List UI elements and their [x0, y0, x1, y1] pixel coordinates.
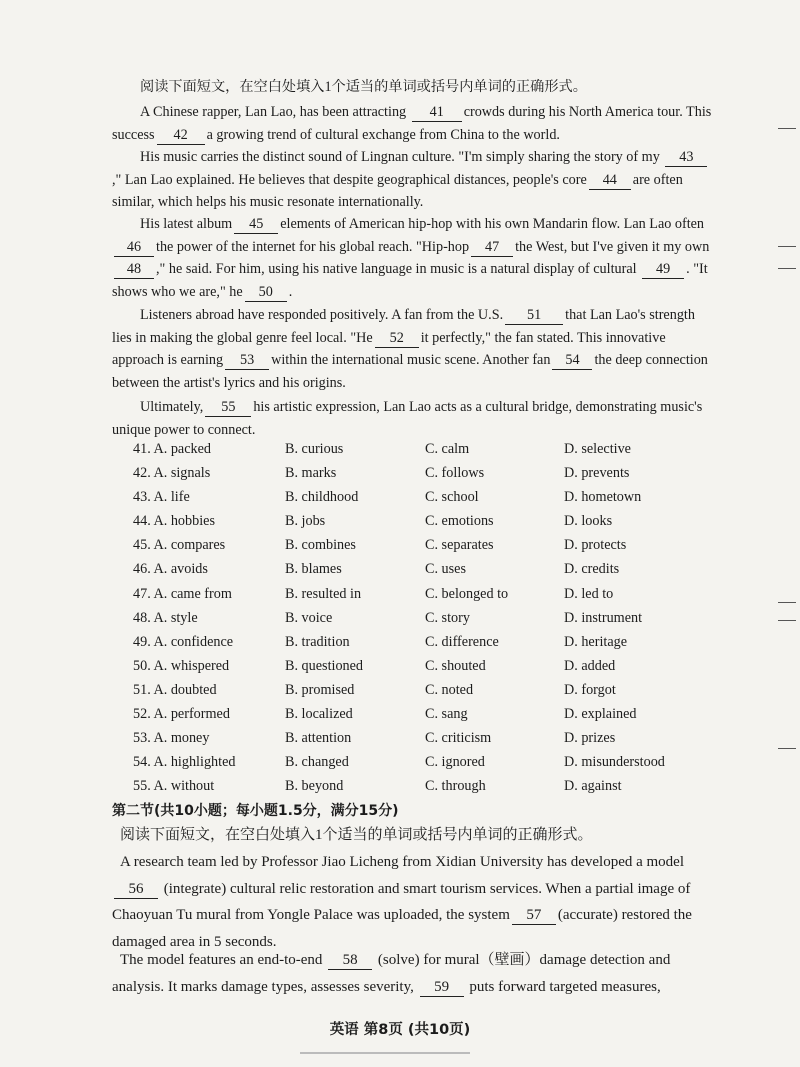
option-row-53: 53. A. money B. attention C. criticism D. prizes — [133, 730, 616, 747]
blank-46: 46 — [114, 239, 154, 257]
option-row-54: 54. A. highlighted B. changed C. ignored D. misunderstood — [133, 754, 665, 771]
blank-59: 59 — [420, 979, 464, 997]
answer-options — [133, 441, 713, 802]
blank-50: 50 — [245, 284, 287, 302]
blank-44: 44 — [589, 172, 631, 190]
option-row-51: 51. A. doubted B. promised C. noted D. forgot — [133, 681, 616, 698]
margin-mark — [778, 620, 796, 621]
margin-mark — [778, 246, 796, 247]
margin-mark — [778, 128, 796, 129]
blank-54: 54 — [552, 352, 592, 370]
passage1-paragraph-2: His music carries the distinct sound of Lingnan culture. "I'm simply sharing the story of my 43," Lan Lao explained. He believes that despite geographical distances, people's core 44 are often similar, which helps his music resonate internationally. — [112, 146, 712, 214]
blank-49: 49 — [642, 261, 684, 279]
passage1-paragraph-4: Listeners abroad have responded positively. A fan from the U.S. 51 that Lan Lao's strength lies in making the global genre feel local. "He 52 it perfectly," the fan stated. This innovative approach is earning 53 within the international music scene. Another fan 54 the deep connection between the artist's lyrics and his origins. — [112, 307, 708, 391]
blank-57: 57 — [512, 907, 556, 925]
option-row-49: 49. A. confidence B. tradition C. difference D. heritage — [133, 633, 628, 650]
passage2-paragraph-1: A research team led by Professor Jiao Licheng from Xidian University has developed a model 56 (integrate) cultural relic restoration and smart tourism services. When a partial image of Chaoyuan Tu mural from Yongle Palace was uploaded, the system 57 (accurate) restored the damaged area in 5 seconds. — [112, 854, 692, 950]
section1-instruction: 阅读下面短文，在空白处填入1个适当的单词或括号内单词的正确形式。 — [140, 79, 587, 95]
page-footer: 英语 第8页 (共10页) — [329, 1022, 471, 1038]
blank-48: 48 — [114, 261, 154, 279]
passage1-paragraph-3: His latest album 45 elements of American hip-hop with his own Mandarin flow. Lan Lao often46 the power of the internet for his global reach. "Hip-hop 47 the West, but I've given it my own48 ," he said. For him, using his native language in music is a natural display of cultural 49 . "It shows who we are," he 50 . — [112, 216, 710, 300]
option-row-50: 50. A. whispered B. questioned C. shouted D. added — [133, 657, 616, 674]
option-row-55: 55. A. without B. beyond C. through D. against — [133, 778, 622, 795]
blank-55: 55 — [205, 399, 251, 417]
blank-43: 43 — [665, 149, 707, 167]
option-row-47: 47. A. came from B. resulted in C. belonged to D. led to — [133, 585, 614, 602]
option-row-52: 52. A. performed B. localized C. sang D. explained — [133, 706, 637, 723]
margin-mark — [778, 268, 796, 269]
blank-42: 42 — [157, 127, 205, 145]
blank-47: 47 — [471, 239, 513, 257]
blank-56: 56 — [114, 881, 158, 899]
option-row-45: 45. A. compares B. combines C. separates D. protects — [133, 537, 627, 554]
passage1-paragraph-5: Ultimately, 55 his artistic expression, Lan Lao acts as a cultural bridge, demonstrating music's unique power to connect. — [112, 399, 703, 438]
scan-smudge — [300, 1052, 470, 1054]
option-row-41: 41. A. packed B. curious C. calm D. selective — [133, 441, 631, 457]
margin-mark — [778, 602, 796, 603]
option-row-44: 44. A. hobbies B. jobs C. emotions D. looks — [133, 513, 613, 530]
option-row-46: 46. A. avoids B. blames C. uses D. credits — [133, 561, 620, 578]
margin-mark — [778, 748, 796, 749]
blank-51: 51 — [505, 307, 563, 325]
option-row-42: 42. A. signals B. marks C. follows D. prevents — [133, 465, 630, 482]
section2-title: 第二节(共10小题；每小题1.5分，满分15分) — [112, 803, 399, 819]
blank-58: 58 — [328, 952, 372, 970]
option-row-48: 48. A. style B. voice C. story D. instrument — [133, 609, 643, 626]
blank-53: 53 — [225, 352, 269, 370]
blank-52: 52 — [375, 330, 419, 348]
passage2-paragraph-2: The model features an end-to-end 58 (solve) for mural（壁画）damage detection and analysis. It marks damage types, assesses severity, 59 puts forward targeted measures, — [112, 952, 671, 995]
section2-instruction: 阅读下面短文，在空白处填入1个适当的单词或括号内单词的正确形式。 — [120, 827, 593, 843]
blank-45: 45 — [234, 216, 278, 234]
passage1-paragraph-1: A Chinese rapper, Lan Lao, has been attracting 41 crowds during his North America tour. This success 42 a growing trend of cultural exchange from China to the world. — [112, 104, 712, 143]
blank-41: 41 — [412, 104, 462, 122]
option-row-43: 43. A. life B. childhood C. school D. hometown — [133, 489, 642, 506]
